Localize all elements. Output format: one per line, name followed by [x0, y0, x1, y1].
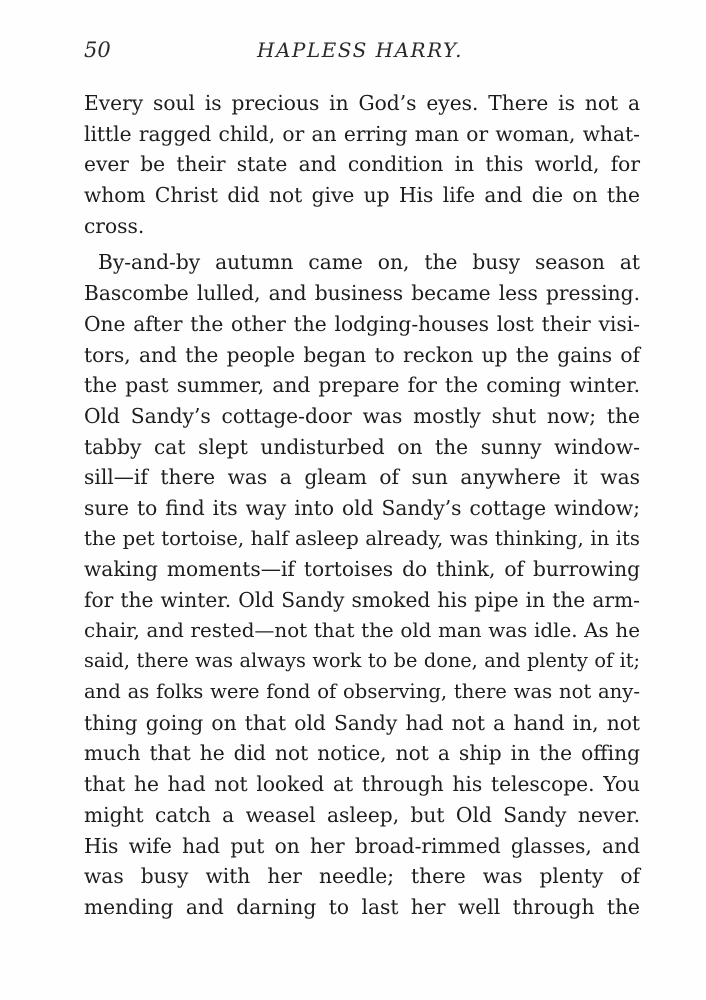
body-text — [84, 88, 640, 923]
text-line: might catch a weasel asleep, but Old Sandy never. — [84, 802, 640, 827]
text-line: tors, and the people began to reckon up the gains of — [84, 342, 640, 367]
text-line: the pet tortoise, half asleep already, was thinking, in its — [84, 526, 640, 550]
text-line: whom Christ did not give up His life and die on the — [84, 183, 640, 208]
text-line: mending and darning to last her well through the — [84, 894, 640, 919]
text-line: waking moments—if tortoises do think, of burrowing — [84, 557, 640, 582]
text-line: sill—if there was a gleam of sun anywhere it was — [84, 465, 640, 490]
text-line: sure to find its way into old Sandy’s cottage window; — [84, 495, 640, 520]
paragraph — [84, 247, 640, 922]
text-line: tabby cat slept undisturbed on the sunny window- — [84, 434, 640, 459]
text-line: His wife had put on her broad-rimmed glasses, and — [84, 833, 640, 858]
text-line: One after the other the lodging-houses lost their visi- — [84, 311, 640, 336]
paragraph — [84, 88, 640, 241]
text-line: Bascombe lulled, and business became less pressing. — [84, 281, 640, 306]
page-number: 50 — [84, 38, 111, 62]
text-line: much that he did not notice, not a ship in the offing — [84, 741, 640, 766]
page-header — [80, 38, 640, 74]
text-line: and as folks were fond of observing, there was not any- — [84, 680, 640, 704]
text-line: cross. — [84, 213, 145, 238]
text-line: said, there was always work to be done, and plenty of it; — [84, 649, 640, 673]
text-line: chair, and rested—not that the old man was idle. As he — [84, 618, 640, 642]
text-line: for the winter. Old Sandy smoked his pipe in the arm- — [84, 588, 640, 612]
text-line: that he had not looked at through his telescope. You — [84, 772, 640, 797]
text-line: Old Sandy’s cottage-door was mostly shut now; the — [84, 403, 640, 428]
text-line: By-and-by autumn came on, the busy season at — [98, 250, 640, 275]
running-title: HAPLESS HARRY. — [257, 38, 463, 62]
text-line: was busy with her needle; there was plenty of — [84, 864, 640, 889]
text-line: the past summer, and prepare for the coming winter. — [84, 373, 640, 398]
text-line: Every soul is precious in God’s eyes. There is not a — [84, 91, 640, 115]
text-line: little ragged child, or an erring man or woman, what- — [84, 121, 640, 146]
text-line: ever be their state and condition in this world, for — [84, 152, 640, 177]
text-line: thing going on that old Sandy had not a hand in, not — [84, 710, 640, 735]
